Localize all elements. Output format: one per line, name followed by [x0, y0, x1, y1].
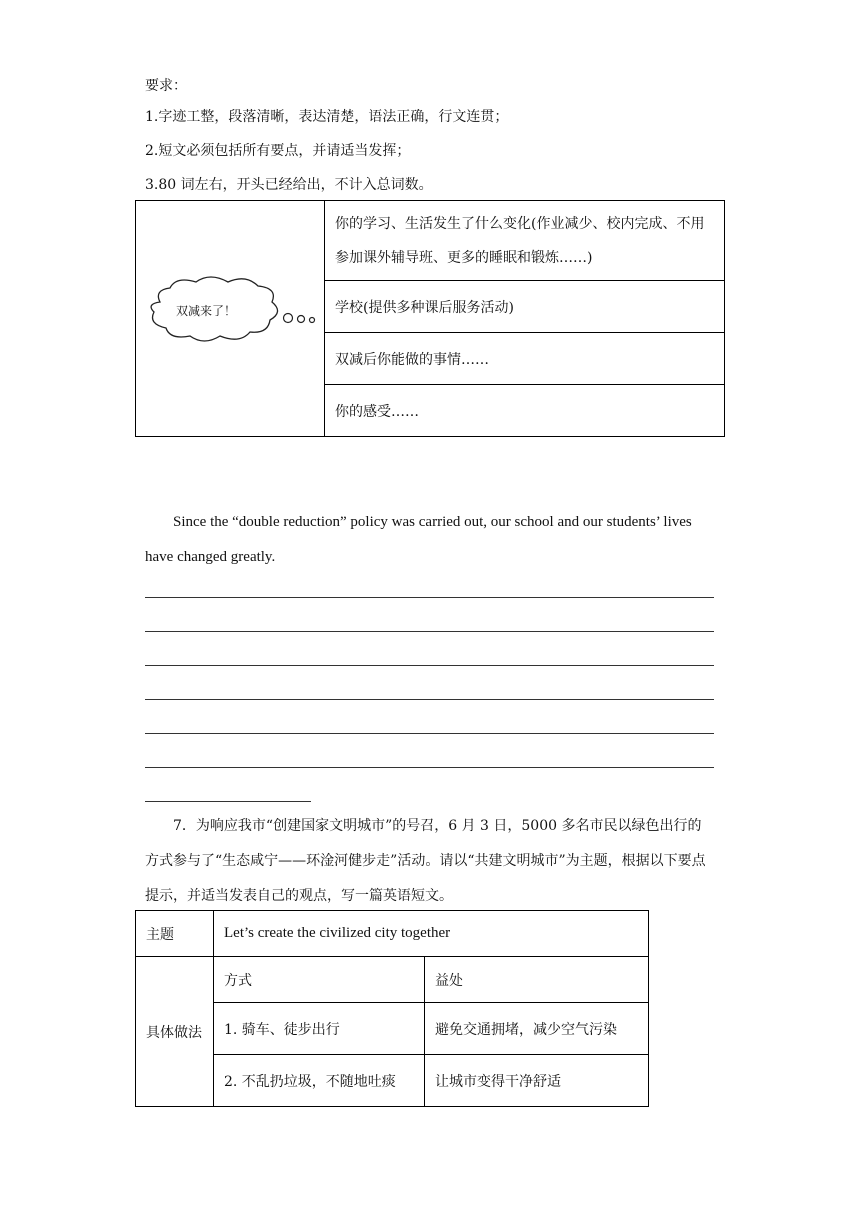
requirement-item-1: 1.字迹工整，段落清晰，表达清楚，语法正确，行文连贯；	[145, 109, 509, 125]
answer-line[interactable]	[145, 767, 714, 768]
bubble-text: 双减来了！	[176, 304, 237, 318]
prompt-table	[135, 200, 725, 437]
topic-table	[135, 910, 649, 1107]
benefit-cell: 让城市变得干净舒适	[425, 1055, 649, 1107]
topic-value: Let’s create the civilized city together	[214, 911, 649, 957]
requirement-item-2: 2.短文必须包括所有要点，并请适当发挥；	[145, 143, 411, 159]
prompt-row-4: 你的感受……	[325, 385, 725, 437]
requirements-heading: 要求：	[145, 78, 187, 94]
col-benefit-header: 益处	[425, 957, 649, 1003]
essay-opening: Since the “double reduction” policy was carried out, our school and our students’ lives have changed greatly.	[145, 514, 692, 565]
benefit-cell: 避免交通拥堵，减少空气污染	[425, 1003, 649, 1055]
bubble-cell	[136, 201, 325, 437]
answer-line[interactable]	[145, 631, 714, 632]
question-7-text: 7．为响应我市“创建国家文明城市”的号召，6 月 3 日，5000 多名市民以绿色出行的方式参与了“生态咸宁——环淦河健步走”活动。请以“共建文明城市”为主题，根据以下要点提示，并适当发表自己的观点，写一篇英语短文。	[145, 818, 706, 904]
method-cell: 2. 不乱扔垃圾，不随地吐痰	[214, 1055, 425, 1107]
col-method-header: 方式	[214, 957, 425, 1003]
answer-line[interactable]	[145, 733, 714, 734]
answer-line[interactable]	[145, 699, 714, 700]
prompt-row-3: 双减后你能做的事情……	[325, 333, 725, 385]
answer-line[interactable]	[145, 665, 714, 666]
prompt-row-1: 你的学习、生活发生了什么变化(作业减少、校内完成、不用参加课外辅导班、更多的睡眠和锻炼……)	[325, 201, 725, 281]
prompt-row-2: 学校(提供多种课后服务活动)	[325, 281, 725, 333]
requirement-item-3: 3.80 词左右，开头已经给出，不计入总词数。	[145, 177, 433, 193]
method-cell: 1. 骑车、徒步出行	[214, 1003, 425, 1055]
practice-label: 具体做法	[136, 957, 214, 1107]
topic-label: 主题	[136, 911, 214, 957]
answer-line[interactable]	[145, 801, 311, 802]
answer-line[interactable]	[145, 597, 714, 598]
